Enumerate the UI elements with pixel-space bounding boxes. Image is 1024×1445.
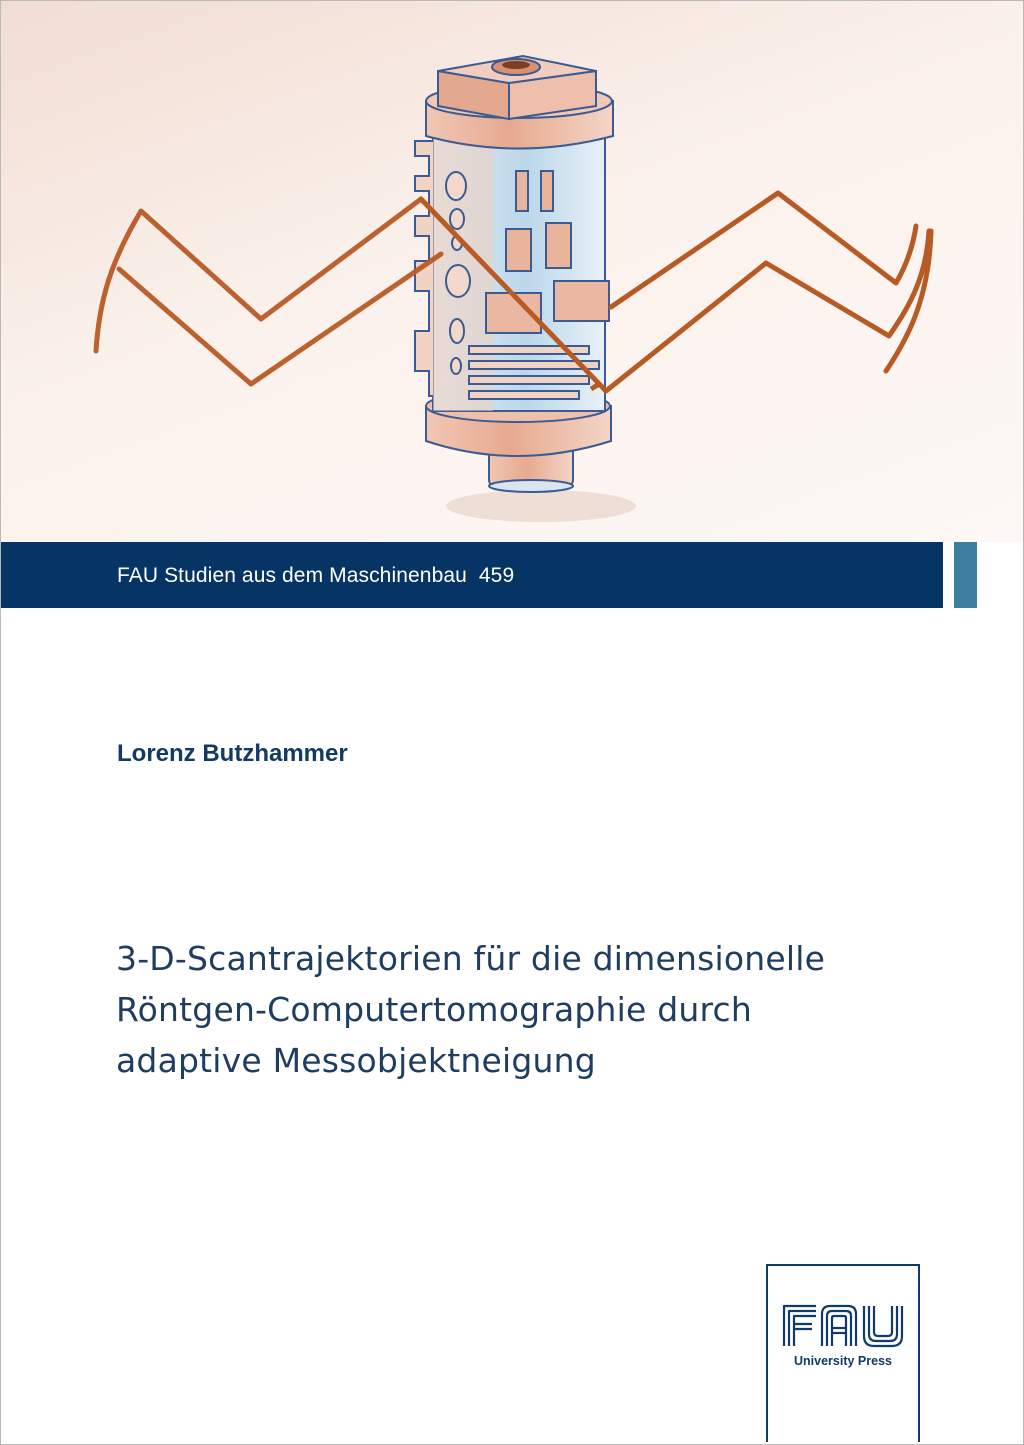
author-name: Lorenz Butzhammer: [117, 740, 348, 767]
series-number: 459: [478, 564, 515, 587]
ct-object-illustration: [1, 1, 1023, 542]
cover-illustration: [1, 1, 1023, 542]
series-name: FAU Studien aus dem Maschinenbau: [117, 564, 467, 587]
fau-logo: [782, 1304, 904, 1348]
book-title: [116, 933, 936, 1086]
title-line-1: 3-D-Scantrajektorien für die dimensionelle: [116, 939, 826, 978]
publisher-name: University Press: [794, 1354, 892, 1368]
series-title: [117, 564, 514, 588]
title-line-3: adaptive Messobjektneigung: [116, 1041, 596, 1080]
series-accent-bar: [954, 542, 977, 608]
trajectory-back: [96, 199, 421, 351]
publisher-logo: [766, 1264, 920, 1442]
title-line-2: Röntgen-Computertomographie durch: [116, 990, 753, 1029]
